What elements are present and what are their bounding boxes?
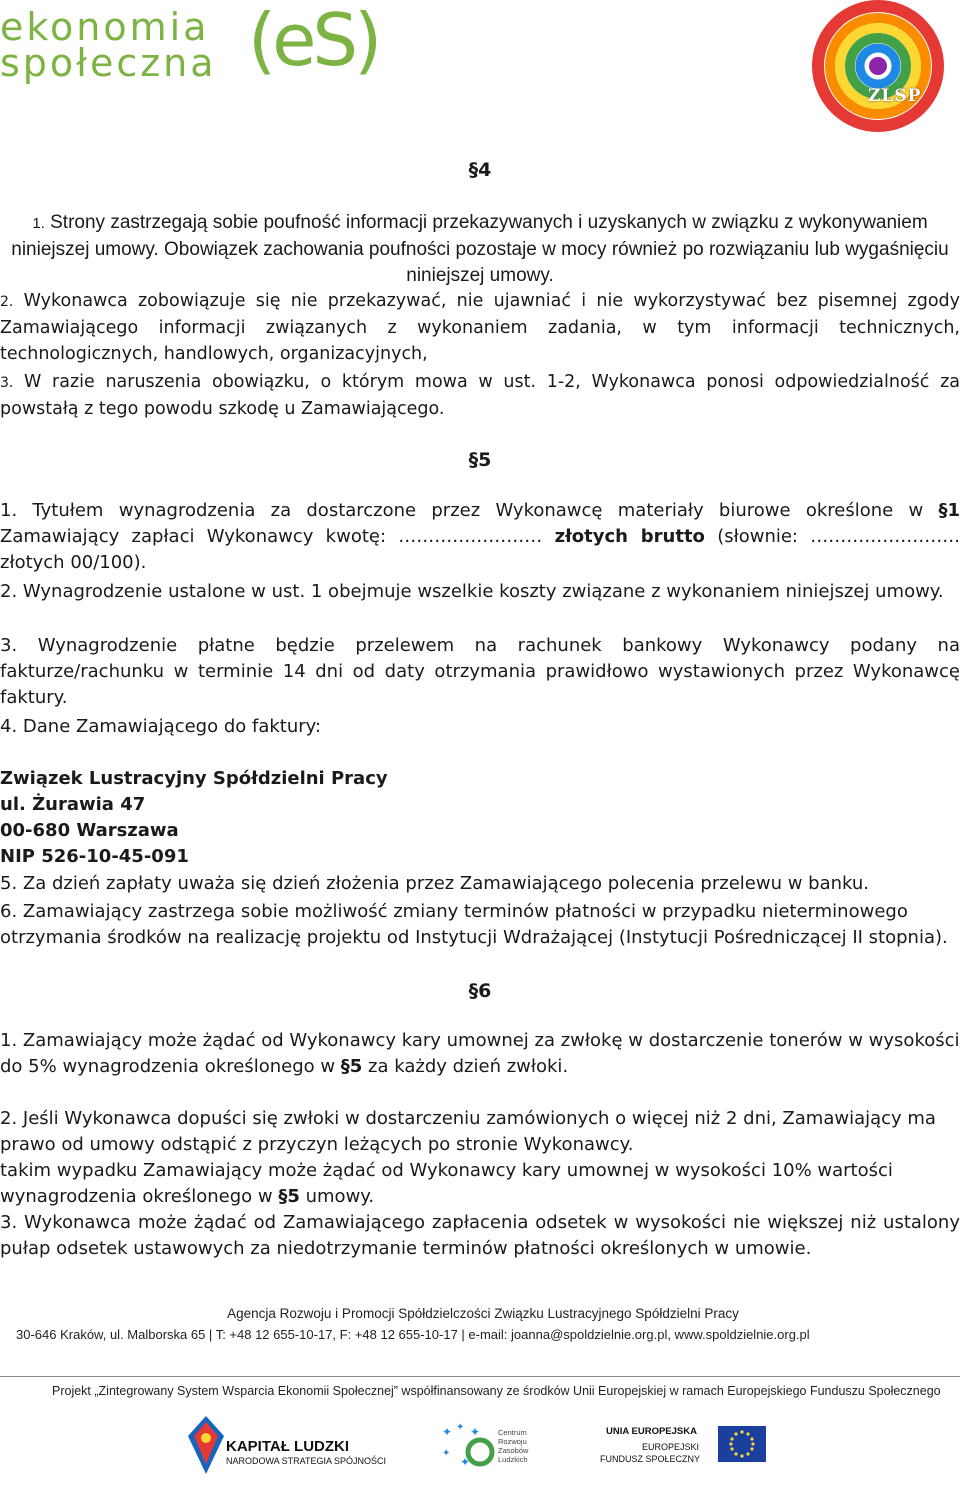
- buyer-name: Związek Lustracyjny Spółdzielni Pracy: [0, 768, 388, 789]
- s6-paragraph-2b: [0, 1158, 960, 1210]
- svg-text:✦: ✦: [442, 1425, 453, 1439]
- s5-p1-text-c: (słownie: ……………………. złotych 00/100).: [0, 526, 960, 573]
- logo-text-line1: ekonomia: [0, 5, 210, 49]
- logo-text-line2: społeczna: [0, 41, 217, 85]
- s5-paragraph-4: 4. Dane Zamawiającego do faktury:: [0, 716, 322, 737]
- s6-p2b-text-b: umowy.: [299, 1186, 375, 1207]
- footer-project: Projekt „Zintegrowany System Wsparcia Ekonomii Społecznej” współfinansowany ze środków Unii Europejskiej w ramach Europejskiego Funduszu Społecznego: [52, 1384, 941, 1398]
- s4-paragraph-1: [0, 210, 960, 289]
- kapital-ludzki-icon: [188, 1416, 224, 1474]
- s4-paragraph-3: [0, 369, 960, 422]
- s6-p2b-section-ref: §5: [278, 1186, 300, 1207]
- ekonomia-spoleczna-logo: [0, 0, 379, 90]
- crzl-stars-icon: [440, 1422, 496, 1472]
- zlsp-logo-text: ZLSP: [868, 86, 922, 106]
- buyer-street: ul. Żurawia 47: [0, 794, 146, 815]
- s5-paragraph-3: 3. Wynagrodzenie płatne będzie przelewem na rachunek bankowy Wykonawcy podany na fakturze/rachunku w terminie 14 dni od daty otrzymania prawidłowo wystawionych przez Wykonawcę faktury.: [0, 635, 960, 708]
- svg-text:✦: ✦: [442, 1448, 451, 1459]
- s4-p3-number: 3.: [0, 375, 14, 391]
- section-5-heading: §5: [468, 449, 492, 471]
- s6-paragraph-3: 3. Wykonawca może żądać od Zamawiającego zapłacenia odsetek w wysokości nie większej niż ustalony pułap odsetek ustawowych za niedotrzymanie terminów płatności określonych w umowie.: [0, 1212, 960, 1259]
- section-4-heading: §4: [468, 159, 492, 181]
- footer-divider: [0, 1376, 960, 1377]
- eu-logo: [600, 1424, 770, 1472]
- eu-line3: FUNDUSZ SPOŁECZNY: [600, 1454, 701, 1464]
- s4-p1-number: 1.: [32, 215, 45, 232]
- s4-p2-number: 2.: [0, 294, 14, 310]
- buyer-nip: NIP 526-10-45-091: [0, 846, 189, 867]
- s5-p1-text-b: Zamawiający zapłaci Wykonawcy kwotę: ……………………: [0, 526, 555, 547]
- footer-address: 30-646 Kraków, ul. Malborska 65 | T: +48 12 655-10-17, F: +48 12 655-10-17 | e-mail: joanna@spoldzielnie.org.pl, www.spoldzielnie.org.pl: [16, 1327, 810, 1342]
- s5-p1-bold-text: złotych brutto: [554, 526, 705, 547]
- s6-paragraph-2: 2. Jeśli Wykonawca dopuści się zwłoki w dostarczeniu zamówionych o więcej niż 2 dni, Zamawiający ma prawo od umowy odstąpić z przyczyn leżących po stronie Wykonawcy.: [0, 1108, 936, 1155]
- logo-es-mark: (eS): [248, 0, 379, 82]
- buyer-city: 00-680 Warszawa: [0, 820, 179, 841]
- s5-p1-section-ref: §1: [938, 500, 960, 521]
- s5-paragraph-5: 5. Za dzień zapłaty uważa się dzień złożenia przez Zamawiającego polecenia przelewu w banku.: [0, 873, 870, 894]
- kapital-ludzki-logo: [188, 1414, 388, 1478]
- rainbow-swirl-icon: [796, 0, 960, 140]
- eu-line1: UNIA EUROPEJSKA: [606, 1426, 697, 1437]
- s4-p2-text: Wykonawca zobowiązuje się nie przekazywać, nie ujawniać i nie wykorzystywać bez pisemnej zgody Zamawiającego informacji związanych z wykonaniem zadania, w tym informacji technicznych, technologicznych, handlowych, organizacyjnych,: [0, 291, 960, 364]
- kl-title: KAPITAŁ LUDZKI: [226, 1438, 350, 1455]
- eu-line2: EUROPEJSKI: [642, 1442, 700, 1452]
- crzl-logo: [440, 1422, 550, 1474]
- eu-flag-icon: [718, 1426, 766, 1462]
- s6-p1-text-b: za każdy dzień zwłoki.: [362, 1056, 569, 1077]
- svg-text:✦: ✦: [460, 1455, 471, 1469]
- s4-p3-text: W razie naruszenia obowiązku, o którym mowa w ust. 1-2, Wykonawca ponosi odpowiedzialność za powstałą z tego powodu szkodę u Zamawiającego.: [0, 372, 960, 419]
- kl-subtitle: NARODOWA STRATEGIA SPÓJNOŚCI: [226, 1456, 387, 1466]
- s5-paragraph-1: [0, 498, 960, 576]
- s5-p1-text-a: 1. Tytułem wynagrodzenia za dostarczone przez Wykonawcę materiały biurowe określone w: [0, 500, 939, 521]
- s5-paragraph-2: 2. Wynagrodzenie ustalone w ust. 1 obejmuje wszelkie koszty związane z wykonaniem niniejszej umowy.: [0, 581, 944, 602]
- s6-p2b-text-a: takim wypadku Zamawiający może żądać od Wykonawcy kary umownej w wysokości 10% wartości wynagrodzenia określonego w: [0, 1160, 893, 1207]
- zlsp-logo: [796, 0, 960, 140]
- s5-paragraph-6: 6. Zamawiający zastrzega sobie możliwość zmiany terminów płatności w przypadku nieterminowego otrzymania środków na realizację projektu od Instytucji Wdrażającej (Instytucji Pośredniczącej II stopnia).: [0, 901, 948, 948]
- section-6-heading: §6: [468, 980, 492, 1002]
- crzl-text: Centrum Rozwoju Zasobów Ludzkich: [498, 1428, 529, 1464]
- s4-paragraph-2: [0, 288, 960, 367]
- s4-p1-text: Strony zastrzegają sobie poufność informacji przekazywanych i uzyskanych w związku z wykonywaniem niniejszej umowy. Obowiązek zachowania poufności pozostaje w mocy również po rozwiązaniu lub wygaśnięciu niniejszej umowy.: [11, 212, 949, 286]
- s6-p1-text-a: 1. Zamawiający może żądać od Wykonawcy kary umownej za zwłokę w dostarczenie tonerów w wysokości do 5% wynagrodzenia określonego w: [0, 1030, 960, 1077]
- s6-p1-section-ref: §5: [340, 1056, 363, 1077]
- s6-paragraph-1: [0, 1028, 960, 1080]
- footer-agency: Agencja Rozwoju i Promocji Spółdzielczości Związku Lustracyjnego Spółdzielni Pracy: [227, 1306, 739, 1321]
- svg-text:✦: ✦: [470, 1425, 481, 1439]
- svg-text:✦: ✦: [456, 1422, 465, 1433]
